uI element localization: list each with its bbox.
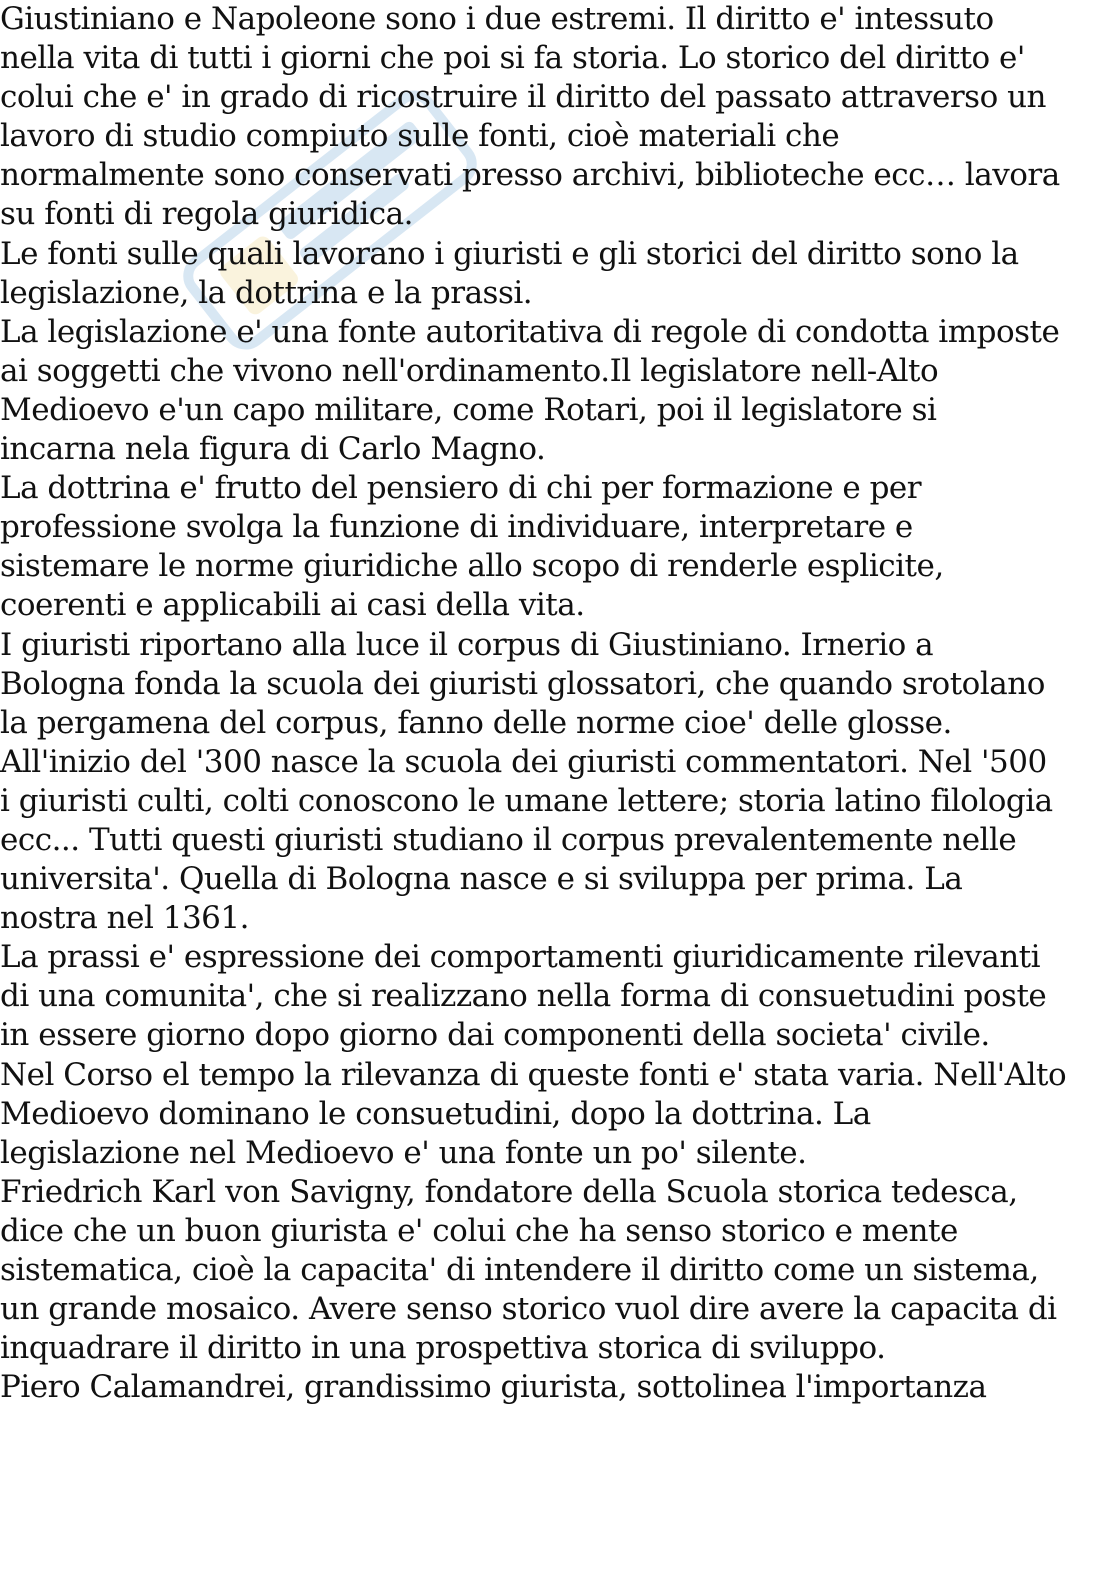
text-line: dice che un buon giurista e' colui che ha senso storico e mente <box>0 1212 958 1249</box>
text-line: Medioevo e'un capo militare, come Rotari, poi il legislatore si <box>0 391 937 428</box>
text-line: Le fonti sulle quali lavorano i giuristi e gli storici del diritto sono la <box>0 235 1019 272</box>
text-line: La dottrina e' frutto del pensiero di chi per formazione e per <box>0 470 922 507</box>
text-line: Medioevo dominano le consuetudini, dopo la dottrina. La <box>0 1095 871 1132</box>
text-line: nella vita di tutti i giorni che poi si fa storia. Lo storico del diritto e' <box>0 40 1025 77</box>
text-line: legislazione, la dottrina e la prassi. <box>0 274 533 311</box>
text-line: sistemare le norme giuridiche allo scopo di renderle esplicite, <box>0 548 944 585</box>
text-line: la pergamena del corpus, fanno delle norme cioe' delle glosse. <box>0 704 952 741</box>
text-line: universita'. Quella di Bologna nasce e si sviluppa per prima. La <box>0 861 963 898</box>
text-line: su fonti di regola giuridica. <box>0 196 414 233</box>
text-line: lavoro di studio compiuto sulle fonti, cioè materiali che <box>0 118 840 155</box>
text-line: Piero Calamandrei, grandissimo giurista, sottolinea l'importanza <box>0 1369 987 1406</box>
text-line: Bologna fonda la scuola dei giuristi glossatori, che quando srotolano <box>0 665 1045 702</box>
text-line: i giuristi culti, colti conoscono le umane lettere; storia latino filologia <box>0 782 1053 819</box>
text-line: Nel Corso el tempo la rilevanza di queste fonti e' stata varia. Nell'Alto <box>0 1056 1067 1093</box>
text-line: coerenti e applicabili ai casi della vita. <box>0 587 585 624</box>
text-line: Friedrich Karl von Savigny, fondatore della Scuola storica tedesca, <box>0 1173 1018 1210</box>
text-line: Giustiniano e Napoleone sono i due estremi. Il diritto e' intessuto <box>0 1 994 37</box>
text-line: La prassi e' espressione dei comportamenti giuridicamente rilevanti <box>0 939 1041 976</box>
text-line: un grande mosaico. Avere senso storico vuol dire avere la capacita di <box>0 1291 1057 1328</box>
text-line: professione svolga la funzione di individuare, interpretare e <box>0 509 913 546</box>
text-line: in essere giorno dopo giorno dai componenti della societa' civile. <box>0 1017 990 1054</box>
text-line: I giuristi riportano alla luce il corpus di Giustiniano. Irnerio a <box>0 626 934 663</box>
text-line: normalmente sono conservati presso archivi, biblioteche ecc… lavora <box>0 157 1060 194</box>
text-line: La legislazione e' una fonte autoritativa di regole di condotta imposte <box>0 313 1060 350</box>
text-line: sistematica, cioè la capacita' di intendere il diritto come un sistema, <box>0 1252 1039 1288</box>
text-line: incarna nela figura di Carlo Magno. <box>0 431 546 468</box>
text-line: legislazione nel Medioevo e' una fonte un po' silente. <box>0 1134 807 1171</box>
text-line: di una comunita', che si realizzano nella forma di consuetudini poste <box>0 978 1047 1015</box>
text-line: All'inizio del '300 nasce la scuola dei giuristi commentatori. Nel '500 <box>0 743 1047 780</box>
text-line: inquadrare il diritto in una prospettiva storica di sviluppo. <box>0 1330 886 1367</box>
text-line: colui che e' in grado di ricostruire il diritto del passato attraverso un <box>0 79 1047 116</box>
text-line: nostra nel 1361. <box>0 900 249 937</box>
text-line: ai soggetti che vivono nell'ordinamento.Il legislatore nell-Alto <box>0 352 939 389</box>
text-line: ecc... Tutti questi giuristi studiano il corpus prevalentemente nelle <box>0 821 1017 858</box>
